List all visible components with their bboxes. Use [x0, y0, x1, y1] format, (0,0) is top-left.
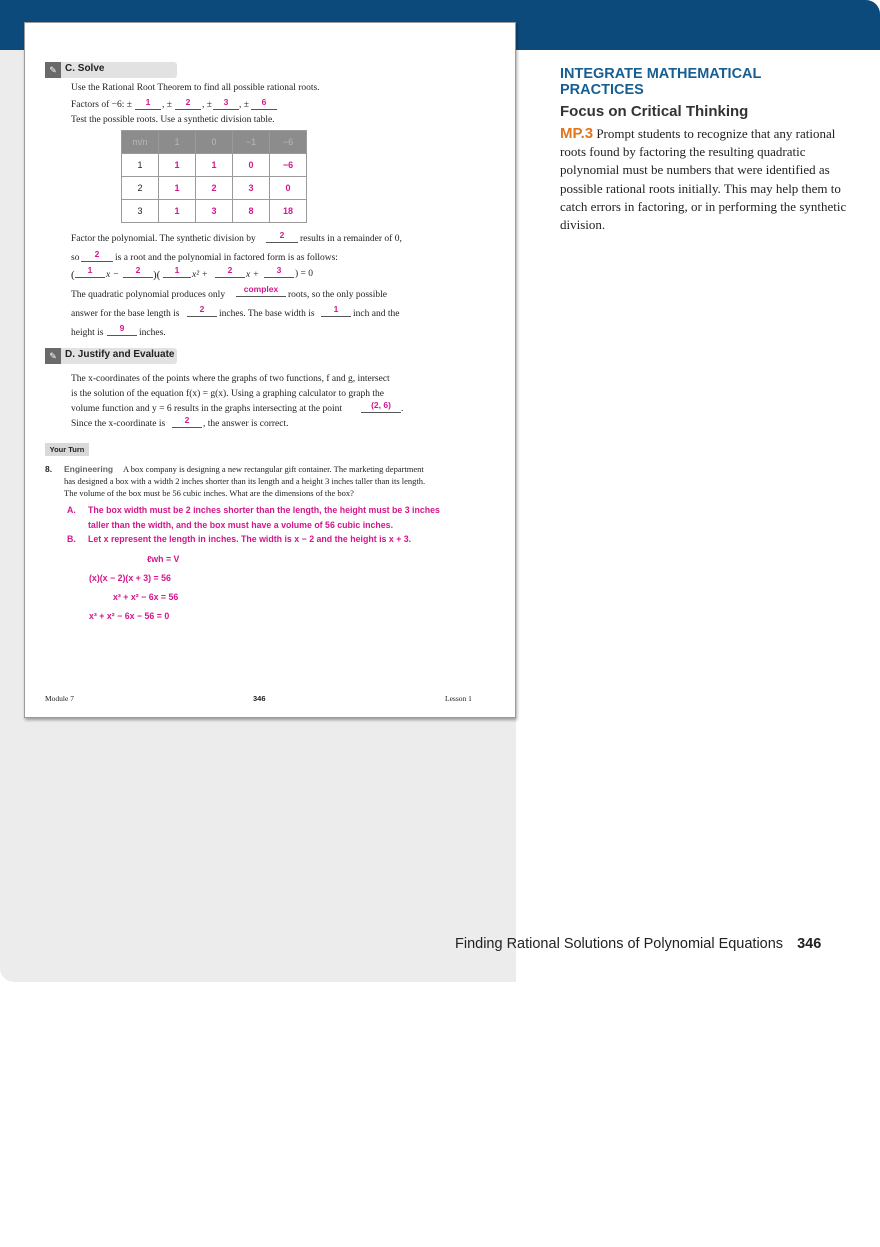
paren: (	[71, 269, 75, 281]
row-label: 3	[122, 200, 159, 223]
practices-body	[560, 125, 850, 234]
practices-subheading: Focus on Critical Thinking	[560, 103, 749, 120]
x-coordinate-blank[interactable]: 2	[172, 415, 202, 428]
practices-heading: INTEGRATE MATHEMATICAL PRACTICES	[560, 66, 762, 98]
table-row	[122, 200, 307, 223]
section-c-title: C. Solve	[65, 63, 105, 74]
so-text: so	[71, 253, 80, 263]
equals-zero: ) = 0	[295, 269, 314, 279]
height-text: height is	[71, 328, 104, 338]
table-cell: −6	[270, 154, 307, 177]
factor-blank-2[interactable]: 2	[175, 97, 201, 110]
width-text-post: inch and the	[353, 309, 400, 319]
table-cell: 0	[233, 154, 270, 177]
section-d-header	[45, 348, 177, 364]
page-number-small: 346	[253, 694, 266, 703]
table-header-cell: 0	[196, 131, 233, 154]
section-d-title: D. Justify and Evaluate	[65, 349, 175, 360]
length-text-mid: inches. The base width is	[219, 309, 315, 319]
intersection-blank[interactable]: (2, 6)	[361, 400, 401, 413]
equation-3: x³ + x² − 6x = 56	[113, 592, 179, 602]
answer-a-label: A.	[67, 505, 76, 515]
equation-1: ℓwh = V	[147, 554, 180, 564]
height-blank[interactable]: 9	[107, 323, 137, 336]
table-header-row	[122, 131, 307, 154]
student-page	[24, 22, 516, 718]
intro-text: Use the Rational Root Theorem to find all possible rational roots.	[71, 83, 320, 93]
factor-b1-blank[interactable]: 1	[163, 265, 191, 278]
table-cell: 8	[233, 200, 270, 223]
factor-a2-blank[interactable]: 2	[123, 265, 153, 278]
period: .	[401, 404, 404, 414]
factors-label: Factors of −6: ±	[71, 100, 132, 110]
x-plus: x +	[246, 270, 260, 280]
equation-4: x³ + x² − 6x − 56 = 0	[89, 611, 170, 621]
so-text-post: is a root and the polynomial in factored form is as follows:	[115, 253, 338, 263]
lesson-title: Finding Rational Solutions of Polynomial Equations	[455, 936, 784, 952]
module-label: Module 7	[45, 694, 74, 703]
table-cell: 1	[159, 177, 196, 200]
lesson-footer	[455, 936, 821, 952]
problem-line-1: A box company is designing a new rectangular gift container. The marketing department	[123, 464, 424, 474]
height-text-post: inches.	[139, 328, 166, 338]
table-cell: 1	[159, 200, 196, 223]
factor-sep: , ±	[239, 100, 249, 110]
justify-line-2: is the solution of the equation f(x) = g(x). Using a graphing calculator to graph the	[71, 389, 384, 399]
answer-b-line: Let x represent the length in inches. The width is x − 2 and the height is x + 3.	[88, 534, 412, 544]
length-text: answer for the base length is	[71, 309, 180, 319]
section-c-header	[45, 62, 177, 78]
justify-line-3: volume function and y = 6 results in the graphs intersecting at the point	[71, 404, 343, 414]
problem-line-3: The volume of the box must be 56 cubic inches. What are the dimensions of the box?	[64, 488, 354, 498]
answer-a-line-1: The box width must be 2 inches shorter than the length, the height must be 3 inches	[88, 505, 440, 515]
answer-b-label: B.	[67, 534, 76, 544]
synthetic-division-table	[121, 130, 307, 223]
factor-sep: , ±	[162, 100, 172, 110]
table-cell: 0	[270, 177, 307, 200]
table-header-cell: −6	[270, 131, 307, 154]
row-label: 2	[122, 177, 159, 200]
quad-text: The quadratic polynomial produces only	[71, 290, 226, 300]
table-header-cell: m/n	[122, 131, 159, 154]
table-cell: 3	[233, 177, 270, 200]
table-row	[122, 177, 307, 200]
width-blank[interactable]: 1	[321, 304, 351, 317]
factor-b3-blank[interactable]: 3	[264, 265, 294, 278]
table-header-cell: 1	[159, 131, 196, 154]
x-minus: x −	[106, 270, 120, 280]
paren: )(	[153, 269, 161, 281]
problem-number: 8.	[45, 464, 53, 474]
table-cell: 2	[196, 177, 233, 200]
row-label: 1	[122, 154, 159, 177]
answer-a-line-2: taller than the width, and the box must have a volume of 56 cubic inches.	[88, 520, 394, 530]
factor-b2-blank[interactable]: 2	[215, 265, 245, 278]
factor-a1-blank[interactable]: 1	[75, 265, 105, 278]
equation-2: (x)(x − 2)(x + 3) = 56	[89, 573, 171, 583]
table-header-cell: −1	[233, 131, 270, 154]
mp-badge: MP.3	[560, 125, 594, 142]
your-turn-badge: Your Turn	[45, 443, 89, 456]
problem-line-2: has designed a box with a width 2 inches shorter than its length and a height 3 inches taller than its length.	[64, 476, 426, 486]
table-row	[122, 154, 307, 177]
factor-blank-1[interactable]: 1	[135, 97, 161, 110]
justify-line-1: The x-coordinates of the points where the graphs of two functions, f and g, intersect	[71, 374, 390, 384]
table-cell: 3	[196, 200, 233, 223]
x2-plus: x² +	[192, 270, 208, 280]
problem-topic: Engineering	[64, 464, 114, 474]
factor-text-post: results in a remainder of 0,	[300, 234, 402, 244]
table-cell: 1	[159, 154, 196, 177]
puzzle-icon: ✎	[45, 62, 61, 78]
justify-line-4: Since the x-coordinate is	[71, 419, 166, 429]
factor-sep: , ±	[202, 100, 212, 110]
factor-text: Factor the polynomial. The synthetic division by	[71, 234, 256, 244]
puzzle-icon: ✎	[45, 348, 61, 364]
page-number: 346	[797, 936, 822, 952]
table-cell: 18	[270, 200, 307, 223]
lesson-label: Lesson 1	[445, 694, 472, 703]
test-text: Test the possible roots. Use a synthetic division table.	[71, 115, 275, 125]
length-blank[interactable]: 2	[187, 304, 217, 317]
table-cell: 1	[196, 154, 233, 177]
quad-text-post: roots, so the only possible	[288, 290, 387, 300]
practices-text: Prompt students to recognize that any rational roots found by factoring the resulting quadratic polynomial must be numbers that were identified as possible rational roots initially. This may help them to catch errors in factoring, or in performing the synthetic division.	[560, 126, 847, 233]
roots-type-blank[interactable]: complex	[236, 284, 286, 297]
root-blank[interactable]: 2	[81, 249, 113, 262]
factor-blank-4[interactable]: 6	[251, 97, 277, 110]
factor-blank-3[interactable]: 3	[213, 97, 239, 110]
divisor-blank[interactable]: 2	[266, 230, 298, 243]
justify-line-4-post: , the answer is correct.	[203, 419, 289, 429]
